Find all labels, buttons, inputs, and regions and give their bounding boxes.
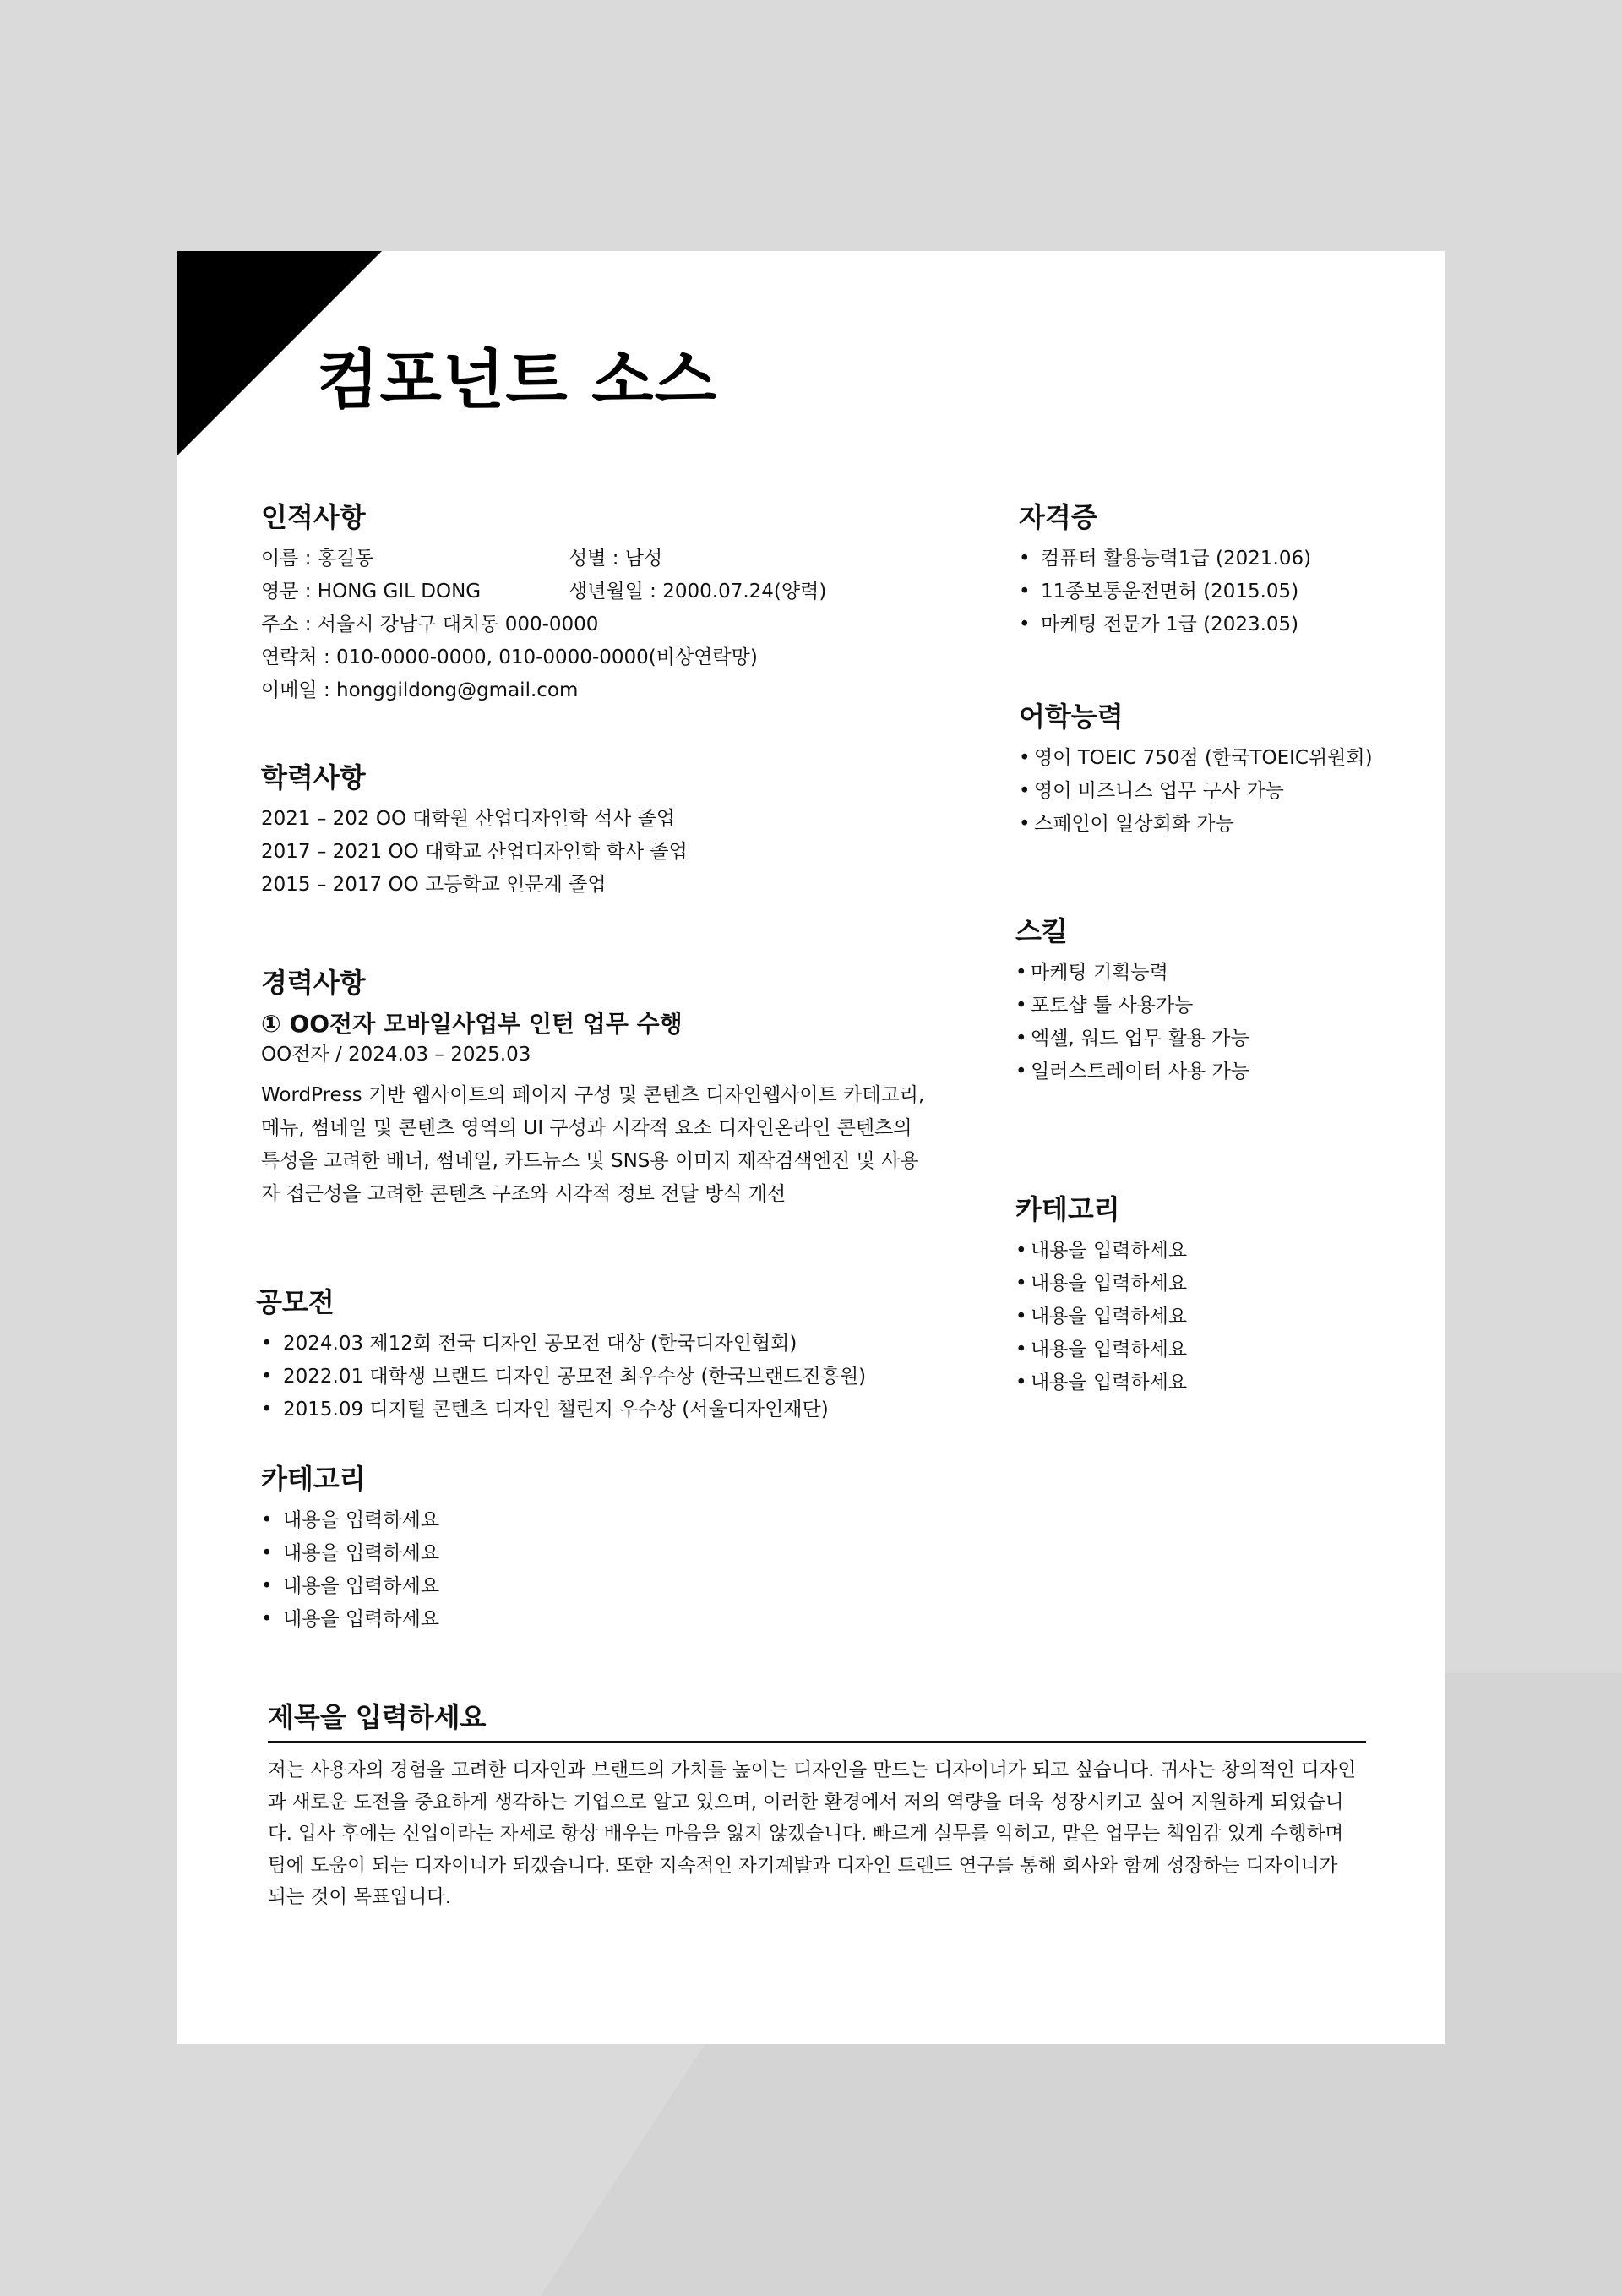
essay-text: 저는 사용자의 경험을 고려한 디자인과 브랜드의 가치를 높이는 디자인을 만드는 디자이너가 되고 싶습니다. 귀사는 창의적인 디자인과 새로운 도전을 중요하게 생각하는 기업으로 알고 있으며, 이러한 환경에서 저의 역량을 더욱 성장시키고 싶어 지원하게 되었습니다. 입사 후에는 신입이라는 자세로 항상 배우는 마음을 잃지 않겠습니다. 빠르게 실무를 익히고, 맡은 업무는 책임감 있게 수행하며 팀에 도움이 되는 디자이너가 되겠습니다. 또한 지속적인 자기계발과 디자인 트렌드 연구를 통해 회사와 함께 성장하는 디자이너가 되는 것이 목표입니다.	[268, 1759, 1357, 1908]
essay-heading: 제목을 입력하세요	[268, 1701, 487, 1733]
profile-phone: 연락처 : 010-0000-0000, 010-0000-0000(비상연락망)	[261, 646, 758, 668]
education-item: 2021 – 202 OO 대학원 산업디자인학 석사 졸업	[261, 808, 676, 830]
contest-heading: 공모전	[256, 1286, 335, 1318]
career-section	[261, 964, 954, 1211]
list-item: • 마케팅 기획능력	[1015, 962, 1168, 984]
certificates-list	[1019, 543, 1407, 641]
profile-gender: 성별 : 남성	[569, 548, 663, 570]
contest-section	[256, 1284, 949, 1426]
list-item: • 스페인어 일상회화 가능	[1019, 813, 1234, 835]
category-left-heading: 카테고리	[261, 1463, 366, 1495]
profile-heading: 인적사항	[261, 501, 366, 533]
profile-section	[261, 499, 954, 707]
job-description: WordPress 기반 웹사이트의 페이지 구성 및 콘텐츠 디자인웹사이트 카테고리, 메뉴, 썸네일 및 콘텐츠 영역의 UI 구성과 시각적 요소 디자인온라인 콘텐츠의 특성을 고려한 배너, 썸네일, 카드뉴스 및 SNS용 이미지 제작검색엔진 및 사용자 접근성을 고려한 콘텐츠 구조와 시각적 정보 전달 방식 개선	[261, 1084, 925, 1205]
category-left-section	[261, 1460, 954, 1636]
career-heading: 경력사항	[261, 967, 366, 999]
list-item: • 엑셀, 워드 업무 활용 가능	[1015, 1028, 1249, 1050]
list-item: • 일러스트레이터 사용 가능	[1015, 1061, 1250, 1083]
list-item: • 내용을 입력하세요	[261, 1509, 440, 1531]
profile-email: 이메일 : honggildong@gmail.com	[261, 679, 579, 701]
list-item: • 2015.09 디지털 콘텐츠 디자인 챌린지 우수상 (서울디자인재단)	[261, 1399, 829, 1421]
category-right-list	[1015, 1235, 1404, 1399]
category-left-list	[261, 1504, 954, 1636]
list-item: • 내용을 입력하세요	[1015, 1306, 1188, 1328]
list-item: • 2024.03 제12회 전국 디자인 공모전 대상 (한국디자인협회)	[261, 1333, 797, 1355]
list-item: • 내용을 입력하세요	[1015, 1273, 1188, 1295]
list-item: • 내용을 입력하세요	[261, 1542, 440, 1564]
education-item: 2015 – 2017 OO 고등학교 인문계 졸업	[261, 874, 607, 896]
list-item: • 컴퓨터 활용능력1급 (2021.06)	[1019, 548, 1312, 570]
skills-heading: 스킬	[1015, 915, 1068, 947]
list-item: • 내용을 입력하세요	[261, 1575, 440, 1597]
list-item: • 2022.01 대학생 브랜드 디자인 공모전 최우수상 (한국브랜드진흥원)	[261, 1366, 867, 1388]
list-item: • 내용을 입력하세요	[1015, 1339, 1188, 1361]
list-item: • 내용을 입력하세요	[1015, 1372, 1188, 1393]
education-section	[261, 759, 954, 902]
job-company-period: OO전자 / 2024.03 – 2025.03	[261, 1044, 531, 1066]
list-item: • 내용을 입력하세요	[1015, 1240, 1188, 1262]
language-heading: 어학능력	[1019, 701, 1124, 733]
skills-section	[1015, 913, 1404, 1088]
category-right-section	[1015, 1191, 1404, 1399]
list-item: • 영어 TOEIC 750점 (한국TOEIC위원회)	[1019, 747, 1373, 769]
skills-list	[1015, 957, 1404, 1088]
document-title: 컴포넌트 소스	[317, 342, 717, 417]
profile-name: 이름 : 홍길동	[261, 548, 374, 570]
list-item: • 내용을 입력하세요	[261, 1608, 440, 1630]
list-item: • 마케팅 전문가 1급 (2023.05)	[1019, 614, 1299, 635]
certificates-heading: 자격증	[1019, 501, 1097, 533]
list-item: • 11종보통운전면허 (2015.05)	[1019, 581, 1299, 603]
category-right-heading: 카테고리	[1015, 1193, 1120, 1225]
profile-english-name: 영문 : HONG GIL DONG	[261, 581, 482, 603]
essay-divider	[268, 1741, 1366, 1743]
language-section	[1019, 698, 1407, 841]
list-item: • 포토샵 툴 사용가능	[1015, 995, 1194, 1017]
essay-section	[268, 1699, 1366, 1914]
profile-address: 주소 : 서울시 강남구 대치동 000-0000	[261, 614, 599, 635]
language-list	[1019, 742, 1407, 841]
contest-list	[261, 1328, 949, 1426]
job-title: ① OO전자 모바일사업부 인턴 업무 수행	[261, 1010, 683, 1038]
education-item: 2017 – 2021 OO 대학교 산업디자인학 학사 졸업	[261, 841, 688, 863]
list-item: • 영어 비즈니스 업무 구사 가능	[1019, 780, 1284, 802]
certificates-section	[1019, 499, 1407, 641]
resume-page	[177, 251, 1445, 2044]
profile-birth: 생년월일 : 2000.07.24(양력)	[569, 581, 827, 603]
education-heading: 학력사항	[261, 761, 366, 794]
